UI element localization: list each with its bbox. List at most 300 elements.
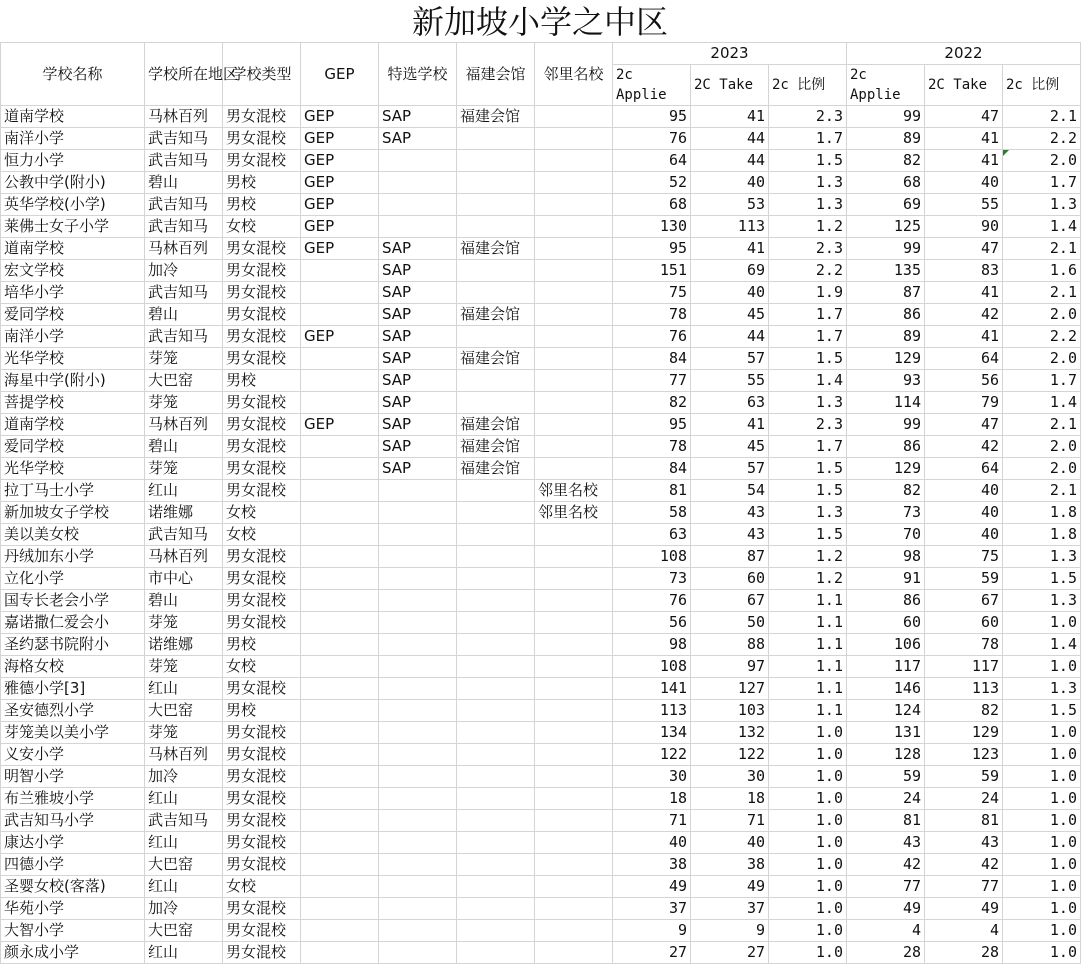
cell-taken-2022[interactable]: 79 [925,392,1003,414]
cell-taken-2022[interactable]: 64 [925,458,1003,480]
cell-ratio-2022[interactable]: 2.0 [1003,348,1081,370]
cell-neighborhood[interactable]: 邻里名校 [535,480,613,502]
cell-applied-2022[interactable]: 4 [847,920,925,942]
cell-school-name[interactable]: 英华学校(小学) [1,194,145,216]
cell-location[interactable]: 大巴窑 [145,920,223,942]
cell-school-type[interactable]: 女校 [223,502,301,524]
cell-taken-2023[interactable]: 9 [691,920,769,942]
cell-applied-2022[interactable]: 86 [847,304,925,326]
cell-taken-2022[interactable]: 67 [925,590,1003,612]
cell-taken-2023[interactable]: 132 [691,722,769,744]
cell-ratio-2023[interactable]: 1.2 [769,568,847,590]
cell-sap[interactable] [379,502,457,524]
cell-sap[interactable] [379,920,457,942]
cell-taken-2023[interactable]: 18 [691,788,769,810]
cell-sap[interactable]: SAP [379,260,457,282]
cell-ratio-2023[interactable]: 1.2 [769,546,847,568]
cell-sap[interactable] [379,810,457,832]
cell-school-name[interactable]: 布兰雅坡小学 [1,788,145,810]
cell-school-name[interactable]: 光华学校 [1,458,145,480]
cell-gep[interactable] [301,898,379,920]
cell-ratio-2022[interactable]: 1.8 [1003,502,1081,524]
cell-school-type[interactable]: 女校 [223,876,301,898]
cell-neighborhood[interactable] [535,920,613,942]
cell-sap[interactable] [379,172,457,194]
cell-neighborhood[interactable] [535,370,613,392]
cell-hokkien[interactable] [457,700,535,722]
cell-sap[interactable] [379,524,457,546]
cell-gep[interactable] [301,766,379,788]
cell-hokkien[interactable] [457,634,535,656]
cell-taken-2022[interactable]: 24 [925,788,1003,810]
cell-taken-2023[interactable]: 43 [691,524,769,546]
cell-hokkien[interactable] [457,876,535,898]
cell-sap[interactable]: SAP [379,436,457,458]
cell-school-name[interactable]: 大智小学 [1,920,145,942]
cell-school-type[interactable]: 女校 [223,216,301,238]
cell-ratio-2023[interactable]: 2.3 [769,414,847,436]
cell-school-type[interactable]: 男女混校 [223,260,301,282]
cell-hokkien[interactable]: 福建会馆 [457,458,535,480]
cell-taken-2022[interactable]: 59 [925,568,1003,590]
cell-school-type[interactable]: 男校 [223,194,301,216]
cell-neighborhood[interactable] [535,524,613,546]
cell-applied-2023[interactable]: 141 [613,678,691,700]
cell-applied-2022[interactable]: 129 [847,458,925,480]
cell-location[interactable]: 芽笼 [145,656,223,678]
cell-school-name[interactable]: 光华学校 [1,348,145,370]
cell-location[interactable]: 芽笼 [145,348,223,370]
cell-school-name[interactable]: 公教中学(附小) [1,172,145,194]
cell-school-type[interactable]: 男女混校 [223,612,301,634]
cell-ratio-2023[interactable]: 1.1 [769,678,847,700]
cell-hokkien[interactable]: 福建会馆 [457,238,535,260]
cell-applied-2022[interactable]: 106 [847,634,925,656]
cell-applied-2023[interactable]: 113 [613,700,691,722]
cell-location[interactable]: 武吉知马 [145,524,223,546]
cell-ratio-2023[interactable]: 1.4 [769,370,847,392]
cell-applied-2022[interactable]: 69 [847,194,925,216]
cell-school-name[interactable]: 华苑小学 [1,898,145,920]
cell-neighborhood[interactable] [535,172,613,194]
cell-ratio-2022[interactable]: 1.5 [1003,700,1081,722]
cell-school-type[interactable]: 男女混校 [223,832,301,854]
cell-neighborhood[interactable] [535,546,613,568]
cell-gep[interactable]: GEP [301,194,379,216]
header-sap[interactable]: 特选学校 [379,43,457,106]
cell-school-name[interactable]: 南洋小学 [1,326,145,348]
cell-neighborhood[interactable] [535,392,613,414]
cell-applied-2023[interactable]: 75 [613,282,691,304]
cell-taken-2022[interactable]: 41 [925,150,1003,172]
cell-applied-2022[interactable]: 135 [847,260,925,282]
cell-ratio-2022[interactable]: 1.5 [1003,568,1081,590]
cell-ratio-2022[interactable]: 1.0 [1003,788,1081,810]
cell-hokkien[interactable] [457,854,535,876]
cell-hokkien[interactable]: 福建会馆 [457,348,535,370]
cell-school-type[interactable]: 男女混校 [223,920,301,942]
cell-taken-2023[interactable]: 55 [691,370,769,392]
cell-gep[interactable]: GEP [301,150,379,172]
cell-sap[interactable] [379,898,457,920]
cell-school-type[interactable]: 男女混校 [223,436,301,458]
cell-school-type[interactable]: 男女混校 [223,480,301,502]
cell-school-type[interactable]: 男女混校 [223,326,301,348]
cell-applied-2023[interactable]: 58 [613,502,691,524]
cell-hokkien[interactable] [457,370,535,392]
cell-ratio-2022[interactable]: 1.3 [1003,194,1081,216]
cell-school-type[interactable]: 男校 [223,634,301,656]
cell-ratio-2022[interactable]: 1.7 [1003,172,1081,194]
cell-neighborhood[interactable] [535,612,613,634]
cell-applied-2023[interactable]: 9 [613,920,691,942]
cell-taken-2023[interactable]: 53 [691,194,769,216]
cell-applied-2023[interactable]: 108 [613,546,691,568]
cell-sap[interactable]: SAP [379,106,457,128]
cell-applied-2022[interactable]: 73 [847,502,925,524]
cell-school-name[interactable]: 国专长老会小学 [1,590,145,612]
cell-hokkien[interactable] [457,832,535,854]
cell-applied-2022[interactable]: 43 [847,832,925,854]
cell-school-name[interactable]: 培华小学 [1,282,145,304]
cell-taken-2022[interactable]: 4 [925,920,1003,942]
cell-taken-2022[interactable]: 43 [925,832,1003,854]
cell-location[interactable]: 武吉知马 [145,194,223,216]
cell-taken-2023[interactable]: 44 [691,326,769,348]
cell-neighborhood[interactable] [535,722,613,744]
cell-applied-2022[interactable]: 87 [847,282,925,304]
cell-neighborhood[interactable] [535,810,613,832]
cell-gep[interactable] [301,744,379,766]
cell-gep[interactable] [301,700,379,722]
cell-neighborhood[interactable] [535,194,613,216]
cell-ratio-2023[interactable]: 1.3 [769,172,847,194]
cell-school-name[interactable]: 爱同学校 [1,304,145,326]
cell-ratio-2022[interactable]: 2.0 [1003,458,1081,480]
cell-location[interactable]: 马林百列 [145,106,223,128]
cell-sap[interactable]: SAP [379,326,457,348]
cell-applied-2023[interactable]: 84 [613,348,691,370]
cell-sap[interactable]: SAP [379,238,457,260]
cell-taken-2022[interactable]: 56 [925,370,1003,392]
cell-school-name[interactable]: 雅德小学[3] [1,678,145,700]
cell-location[interactable]: 红山 [145,480,223,502]
cell-taken-2022[interactable]: 47 [925,238,1003,260]
cell-applied-2023[interactable]: 49 [613,876,691,898]
cell-taken-2023[interactable]: 113 [691,216,769,238]
cell-sap[interactable] [379,678,457,700]
cell-applied-2023[interactable]: 95 [613,414,691,436]
cell-taken-2022[interactable]: 41 [925,282,1003,304]
cell-ratio-2022[interactable]: 2.0 [1003,304,1081,326]
cell-location[interactable]: 红山 [145,832,223,854]
cell-sap[interactable]: SAP [379,458,457,480]
cell-sap[interactable]: SAP [379,414,457,436]
header-taken-2023[interactable]: 2C Take [691,65,769,106]
cell-neighborhood[interactable] [535,766,613,788]
cell-ratio-2022[interactable]: 2.2 [1003,128,1081,150]
cell-sap[interactable] [379,788,457,810]
cell-applied-2022[interactable]: 99 [847,106,925,128]
cell-applied-2023[interactable]: 76 [613,128,691,150]
cell-ratio-2023[interactable]: 1.0 [769,942,847,964]
cell-ratio-2022[interactable]: 1.4 [1003,392,1081,414]
cell-location[interactable]: 碧山 [145,304,223,326]
cell-ratio-2023[interactable]: 1.5 [769,458,847,480]
cell-location[interactable]: 碧山 [145,172,223,194]
cell-school-type[interactable]: 男女混校 [223,568,301,590]
cell-gep[interactable] [301,832,379,854]
cell-taken-2023[interactable]: 40 [691,282,769,304]
cell-hokkien[interactable] [457,128,535,150]
cell-school-name[interactable]: 拉丁马士小学 [1,480,145,502]
cell-applied-2022[interactable]: 86 [847,590,925,612]
cell-neighborhood[interactable] [535,348,613,370]
cell-gep[interactable] [301,502,379,524]
cell-hokkien[interactable] [457,942,535,964]
cell-hokkien[interactable] [457,172,535,194]
cell-gep[interactable] [301,788,379,810]
cell-taken-2022[interactable]: 28 [925,942,1003,964]
cell-taken-2023[interactable]: 127 [691,678,769,700]
cell-applied-2023[interactable]: 71 [613,810,691,832]
cell-applied-2022[interactable]: 89 [847,326,925,348]
cell-sap[interactable]: SAP [379,348,457,370]
cell-ratio-2023[interactable]: 2.2 [769,260,847,282]
header-year-2022[interactable]: 2022 [847,43,1081,65]
cell-ratio-2022[interactable]: 1.3 [1003,590,1081,612]
cell-ratio-2023[interactable]: 1.5 [769,480,847,502]
cell-sap[interactable] [379,546,457,568]
cell-school-name[interactable]: 立化小学 [1,568,145,590]
cell-gep[interactable] [301,370,379,392]
cell-hokkien[interactable] [457,568,535,590]
cell-neighborhood[interactable] [535,436,613,458]
cell-sap[interactable] [379,590,457,612]
cell-location[interactable]: 武吉知马 [145,150,223,172]
cell-taken-2023[interactable]: 57 [691,348,769,370]
cell-sap[interactable] [379,656,457,678]
cell-school-name[interactable]: 道南学校 [1,238,145,260]
cell-school-name[interactable]: 颜永成小学 [1,942,145,964]
cell-school-type[interactable]: 男女混校 [223,238,301,260]
cell-applied-2022[interactable]: 42 [847,854,925,876]
cell-hokkien[interactable] [457,150,535,172]
cell-neighborhood[interactable] [535,282,613,304]
cell-applied-2022[interactable]: 114 [847,392,925,414]
cell-neighborhood[interactable] [535,656,613,678]
cell-applied-2022[interactable]: 98 [847,546,925,568]
cell-ratio-2023[interactable]: 1.3 [769,194,847,216]
cell-applied-2022[interactable]: 128 [847,744,925,766]
cell-location[interactable]: 大巴窑 [145,854,223,876]
cell-ratio-2022[interactable]: 1.3 [1003,546,1081,568]
cell-taken-2023[interactable]: 30 [691,766,769,788]
cell-ratio-2023[interactable]: 1.0 [769,766,847,788]
cell-school-type[interactable]: 男女混校 [223,722,301,744]
cell-location[interactable]: 马林百列 [145,744,223,766]
cell-ratio-2022[interactable]: 1.4 [1003,634,1081,656]
cell-school-type[interactable]: 男女混校 [223,788,301,810]
cell-applied-2023[interactable]: 38 [613,854,691,876]
cell-taken-2023[interactable]: 41 [691,238,769,260]
cell-location[interactable]: 红山 [145,678,223,700]
cell-gep[interactable] [301,810,379,832]
cell-gep[interactable]: GEP [301,238,379,260]
cell-applied-2022[interactable]: 49 [847,898,925,920]
cell-hokkien[interactable] [457,766,535,788]
cell-ratio-2022[interactable]: 1.0 [1003,656,1081,678]
cell-taken-2023[interactable]: 41 [691,106,769,128]
cell-taken-2022[interactable]: 47 [925,106,1003,128]
cell-school-type[interactable]: 男女混校 [223,942,301,964]
cell-school-name[interactable]: 新加坡女子学校 [1,502,145,524]
cell-ratio-2022[interactable]: 1.0 [1003,766,1081,788]
cell-hokkien[interactable]: 福建会馆 [457,106,535,128]
cell-school-type[interactable]: 男女混校 [223,766,301,788]
cell-ratio-2022[interactable]: 2.0 [1003,436,1081,458]
cell-location[interactable]: 加冷 [145,766,223,788]
cell-applied-2022[interactable]: 59 [847,766,925,788]
cell-neighborhood[interactable]: 邻里名校 [535,502,613,524]
cell-ratio-2023[interactable]: 1.0 [769,876,847,898]
cell-sap[interactable]: SAP [379,304,457,326]
cell-gep[interactable] [301,480,379,502]
cell-sap[interactable] [379,942,457,964]
cell-neighborhood[interactable] [535,304,613,326]
cell-location[interactable]: 芽笼 [145,458,223,480]
cell-school-type[interactable]: 男女混校 [223,414,301,436]
cell-location[interactable]: 武吉知马 [145,128,223,150]
header-hokkien[interactable]: 福建会馆 [457,43,535,106]
cell-ratio-2023[interactable]: 1.7 [769,304,847,326]
cell-ratio-2023[interactable]: 1.0 [769,920,847,942]
cell-applied-2023[interactable]: 77 [613,370,691,392]
cell-location[interactable]: 加冷 [145,898,223,920]
cell-hokkien[interactable] [457,216,535,238]
cell-taken-2022[interactable]: 42 [925,436,1003,458]
cell-location[interactable]: 加冷 [145,260,223,282]
cell-neighborhood[interactable] [535,458,613,480]
cell-applied-2022[interactable]: 124 [847,700,925,722]
cell-sap[interactable] [379,480,457,502]
cell-school-type[interactable]: 男女混校 [223,282,301,304]
cell-sap[interactable] [379,216,457,238]
cell-taken-2022[interactable]: 129 [925,722,1003,744]
cell-taken-2023[interactable]: 54 [691,480,769,502]
cell-taken-2022[interactable]: 64 [925,348,1003,370]
cell-gep[interactable] [301,568,379,590]
cell-ratio-2022[interactable]: 2.1 [1003,106,1081,128]
cell-gep[interactable] [301,260,379,282]
cell-taken-2023[interactable]: 43 [691,502,769,524]
cell-neighborhood[interactable] [535,876,613,898]
cell-gep[interactable] [301,590,379,612]
cell-ratio-2022[interactable]: 2.2 [1003,326,1081,348]
cell-neighborhood[interactable] [535,128,613,150]
cell-ratio-2022[interactable]: 1.3 [1003,678,1081,700]
cell-applied-2023[interactable]: 84 [613,458,691,480]
cell-location[interactable]: 红山 [145,788,223,810]
cell-applied-2022[interactable]: 82 [847,150,925,172]
cell-school-type[interactable]: 男女混校 [223,128,301,150]
cell-applied-2022[interactable]: 81 [847,810,925,832]
cell-taken-2023[interactable]: 40 [691,172,769,194]
cell-sap[interactable] [379,766,457,788]
cell-school-type[interactable]: 男女混校 [223,590,301,612]
cell-location[interactable]: 红山 [145,876,223,898]
cell-gep[interactable] [301,348,379,370]
cell-sap[interactable]: SAP [379,128,457,150]
cell-neighborhood[interactable] [535,326,613,348]
cell-applied-2023[interactable]: 40 [613,832,691,854]
cell-applied-2022[interactable]: 91 [847,568,925,590]
cell-applied-2023[interactable]: 76 [613,590,691,612]
cell-location[interactable]: 大巴窑 [145,370,223,392]
cell-gep[interactable] [301,612,379,634]
cell-applied-2023[interactable]: 64 [613,150,691,172]
cell-applied-2022[interactable]: 99 [847,238,925,260]
cell-taken-2022[interactable]: 90 [925,216,1003,238]
cell-applied-2022[interactable]: 129 [847,348,925,370]
cell-ratio-2022[interactable]: 1.0 [1003,612,1081,634]
cell-sap[interactable] [379,832,457,854]
cell-taken-2022[interactable]: 82 [925,700,1003,722]
cell-gep[interactable] [301,546,379,568]
cell-applied-2023[interactable]: 151 [613,260,691,282]
cell-sap[interactable] [379,700,457,722]
cell-ratio-2022[interactable]: 1.6 [1003,260,1081,282]
cell-applied-2023[interactable]: 56 [613,612,691,634]
cell-taken-2022[interactable]: 40 [925,502,1003,524]
cell-taken-2022[interactable]: 117 [925,656,1003,678]
cell-ratio-2023[interactable]: 1.3 [769,502,847,524]
cell-taken-2023[interactable]: 69 [691,260,769,282]
cell-school-type[interactable]: 女校 [223,656,301,678]
cell-location[interactable]: 武吉知马 [145,326,223,348]
cell-taken-2023[interactable]: 44 [691,150,769,172]
cell-neighborhood[interactable] [535,832,613,854]
cell-taken-2023[interactable]: 41 [691,414,769,436]
cell-applied-2023[interactable]: 63 [613,524,691,546]
cell-neighborhood[interactable] [535,590,613,612]
cell-location[interactable]: 马林百列 [145,546,223,568]
cell-school-type[interactable]: 男女混校 [223,854,301,876]
cell-taken-2022[interactable]: 49 [925,898,1003,920]
cell-taken-2023[interactable]: 27 [691,942,769,964]
header-ratio-2022[interactable]: 2c 比例 [1003,65,1081,106]
cell-applied-2023[interactable]: 27 [613,942,691,964]
cell-taken-2023[interactable]: 45 [691,304,769,326]
cell-location[interactable]: 诺维娜 [145,502,223,524]
cell-ratio-2023[interactable]: 1.1 [769,656,847,678]
cell-school-name[interactable]: 丹绒加东小学 [1,546,145,568]
cell-ratio-2022[interactable]: 1.0 [1003,942,1081,964]
cell-ratio-2023[interactable]: 2.3 [769,238,847,260]
cell-taken-2023[interactable]: 63 [691,392,769,414]
cell-location[interactable]: 市中心 [145,568,223,590]
cell-school-type[interactable]: 男女混校 [223,106,301,128]
cell-taken-2022[interactable]: 41 [925,128,1003,150]
cell-school-name[interactable]: 圣安德烈小学 [1,700,145,722]
cell-ratio-2023[interactable]: 1.0 [769,898,847,920]
cell-ratio-2022[interactable]: 2.1 [1003,282,1081,304]
cell-school-name[interactable]: 圣婴女校(客落) [1,876,145,898]
cell-neighborhood[interactable] [535,260,613,282]
cell-school-type[interactable]: 男女混校 [223,304,301,326]
cell-gep[interactable]: GEP [301,128,379,150]
cell-location[interactable]: 武吉知马 [145,282,223,304]
